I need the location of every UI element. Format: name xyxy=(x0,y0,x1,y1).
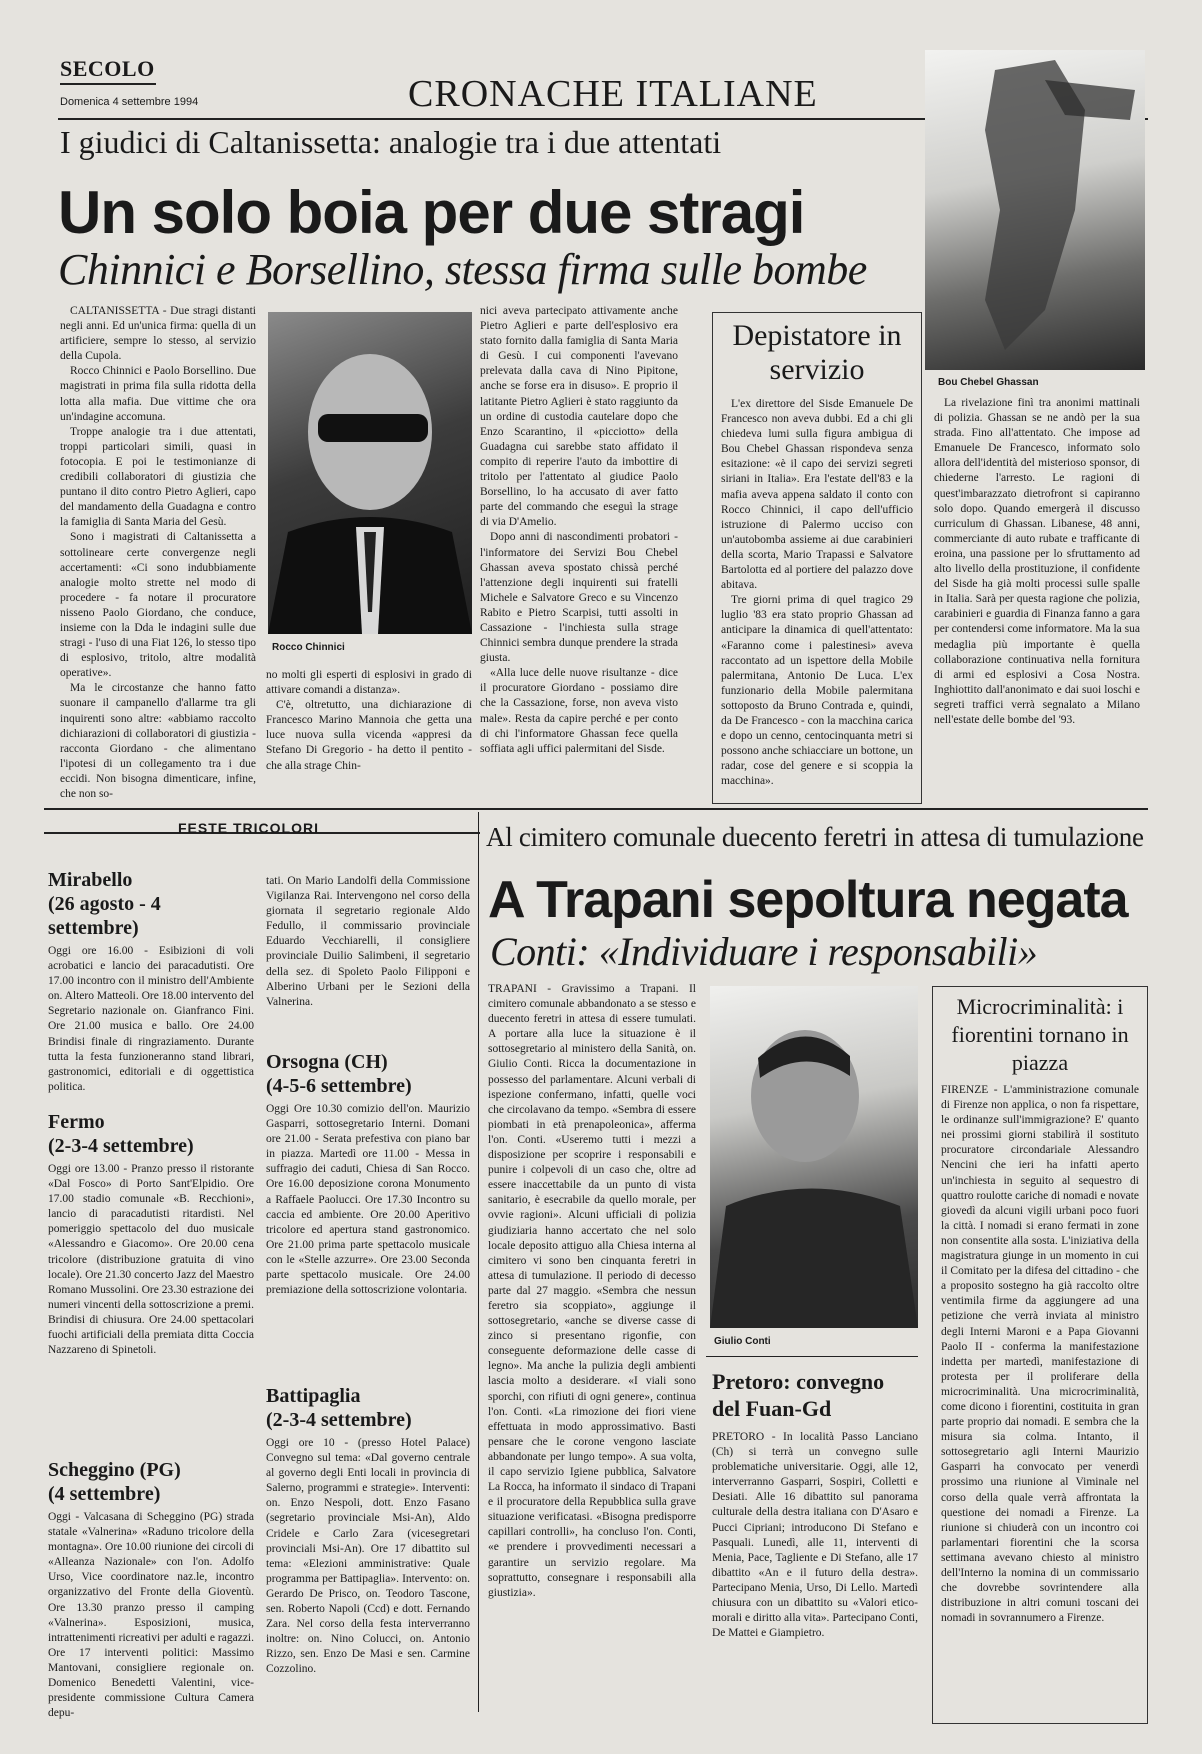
chinnici-photo xyxy=(268,312,472,634)
lead-column-2 xyxy=(266,668,472,800)
depistatore-paragraph: L'ex direttore del Sisde Emanuele De Francesco non aveva dubbi. Ed a chi gli chiedeva lumi sulla figura ambigua di Bou Chebel Ghassan rispondeva senza esitazione: «è il capo dei servizi segreti siriani in Italia». Era l'estate dell'83 e la mafia aveva appena saldato il conto con Rocco Chinnici, il capo dell'ufficio istruzione di Palermo ucciso con un'autobomba assieme ai due carabinieri della scorta, Mario Trapassi e Salvatore Bartolotta ed al portiere del palazzo dove abitava. xyxy=(721,398,913,592)
section-title: CRONACHE ITALIANE xyxy=(408,73,818,115)
lead-paragraph: Troppe analogie tra i due attentati, troppi particolari simili, quasi in fotocopia. E poi le testimonianze di credibili collaboratori di giustizia che puntano il dito contro Pietro Aglieri, capo del mandamento della Guadagna e contro la famiglia di Santa Maria del Gesù. xyxy=(60,425,256,529)
lead-paragraph: no molti gli esperti di esplosivi in grado di attivare comandi a distanza». xyxy=(266,669,472,697)
chinnici-portrait-illustration xyxy=(268,312,472,634)
trapani-subhead: Conti: «Individuare i responsabili» xyxy=(490,929,1038,974)
feste-column-1 xyxy=(48,868,254,1728)
trapani-kicker: Al cimitero comunale duecento feretri in attesa di tumulazione xyxy=(486,822,1144,852)
event-text xyxy=(48,1510,254,1728)
microcriminalita-box xyxy=(932,986,1148,1724)
event-place: Orsogna (CH) xyxy=(266,1051,388,1073)
pretoro-headline: Pretoro: convegno del Fuan-Gd xyxy=(712,1369,885,1421)
ghassan-figure-illustration xyxy=(925,50,1145,370)
lead-paragraph: CALTANISSETTA - Due stragi distanti negli anni. Ed un'unica firma: quella di un artificiere, sempre lo stesso, al servizio della Cupola. xyxy=(60,305,256,363)
depistatore-title: Depistatore in servizio xyxy=(732,319,902,386)
microcriminalita-paragraph: FIRENZE - L'amministrazione comunale di Firenze non applica, o non fa rispettare, le ordinanze sull'immigrazione? E' quanto nei prossimi giorni stabilirà il sostituto procuratore circondariale Alessandro Nencini che ieri ha infatti aperto un'inchiesta in seguito al sequestro di quattro roulotte cariche di nomadi e novate giovedì da alcuni vigili urbani poco fuori la città. I nomadi si erano fermati in zone non consentite alla sosta. L'iniziativa della magistratura giunge in un momento in cui il Comitato per la difesa del cittadino - che a proposito sostegno ha già raccolto oltre ventimila firme da aggiungere ad una petizione che verrà inviata al ministro degli Interni Maroni e a Papa Giovanni Paolo II - conferma la manifestazione indetta per martedì, manifestazione di protesta per il proliferare della microcriminalità. Una microcriminalità, come dicono i fiorentini, costituita in gran parte proprio dai nomadi. E sembra che la misura sia colma. Intanto, il sottosegretario agli Interni Maurizio Gasparri ha convocato per venerdì prossimo una riunione al Viminale nel corso della quale verrà affrontata la questione dei nomadi a Firenze. La riunione si chiuderà con un incontro coi parlamentari fiorentini che la scorsa settimana avevano chiesto al ministro dell'Interno la nomina di un commissario che dovrebbe sovrintendere alla distribuzione in altri comuni toscani dei nomadi in sovrannumero a Firenze. xyxy=(941,1084,1139,1625)
event-text xyxy=(266,1436,470,1724)
pretoro-text xyxy=(712,1430,918,1720)
event-text xyxy=(48,944,254,1102)
column-divider xyxy=(478,812,479,1712)
event-place: Battipaglia xyxy=(266,1385,361,1407)
lead-column-3 xyxy=(480,304,678,800)
event-dates: (2-3-4 settembre) xyxy=(266,1409,412,1431)
event-text xyxy=(266,1102,470,1374)
event-dates: (4 settembre) xyxy=(48,1483,161,1505)
event-place: Fermo xyxy=(48,1111,105,1133)
lead-paragraph: Sono i magistrati di Caltanissetta a sottolineare certe convergenze negli accertamenti: «Ci sono indubbiamente analogie molto strette nel modo di procedere - fa notare il procuratore nisseno Paolo Giordano, che conduce, insieme con la Dda le indagini sulle due stragi - l'uso di una Fiat 126, lo stesso tipo di esplosivo, tritolo, altre modalità operative». xyxy=(60,531,256,680)
depistatore-paragraph: La rivelazione finì tra anonimi mattinali di polizia. Ghassan se ne andò per la sua strada. Fino all'attentato. Che impose ad Emanuele De Francesco, informato solo allora dell'identità del misterioso sponsor, di chiederne l'arresto. Le ragioni di quest'imbarazzato dietrofront si capiranno solo dopo. Quando emergerà il discusso curriculum di Ghassan. Libanese, 48 anni, commerciante di auto rubate e trafficante di eroina, una passione per lo sfruttamento ad alto livello della prostituzione, il confidente del Sisde ha già molti processi sulle spalle in Italia. Sarà per questa ragione che polizia, carabinieri e guardia di Finanza fanno a gara per contendersi come informatore. Ma la sua medaglia più importante è quella collaborazione continuativa nella fornitura di armi ed esplosivi a Cosa Nostra. Inghiottito dall'anonimato e dai suoi loschi e segreti traffici verrà segnalato a Milano nell'estate delle bombe del '93. xyxy=(934,397,1140,726)
event-paragraph: Oggi ore 10 - (presso Hotel Palace) Convegno sul tema: «Dal governo centrale al governo degli Enti locali in provincia di Salerno, programmi e strategie». Interventi: on. Enzo Nespoli, dott. Enzo Fasano (segretario provinciale Msi-An), Aldo Cridele e Carlo Zara (vicesegretari provinciali Msi-An). Ore 17 dibattito sul tema: «Elezioni amministrative: Quale programma per Battipaglia». Intervento: on. Gerardo De Prisco, on. Teodoro Tascone, sen. Roberto Napoli (Ccd) e dott. Fernando Zara. Nel corso della festa interverranno inoltre: on. Nino Colucci, on. Antonio Rizzo, sen. Enzo De Masi e sen. Carmine Cozzolino. xyxy=(266,1437,470,1676)
depistatore-paragraph: Tre giorni prima di quel tragico 29 luglio '83 era stato proprio Ghassan ad anticipare la dinamica di quell'attentato: «Faranno come i palestinesi» aveva raccontato ad un ispettore della Mobile palermitana, Antonio De Luca. L'ex funzionario della Mobile palermitana sottoposto da Bruno Contrada e, quindi, da De Francesco - con la macchina carica e dopo un cenno, centocinquanta metri si possono anche schiacciare un bottone, un radar, cose del genere e si scoppia la macchina». xyxy=(721,594,913,787)
trapani-text xyxy=(488,982,696,1732)
chinnici-caption: Rocco Chinnici xyxy=(272,642,345,653)
event-paragraph: Oggi ore 13.00 - Pranzo presso il ristorante «Dal Fosco» di Porto Sant'Elpidio. Ore 17.00 stadio comunale «B. Recchioni», lancio di paracadutisti ritardisti. Nel pomeriggio spettacolo del duo musicale «Alessandro e Giacomo». Ore 20.00 cena tricolore (distribuzione gratuita di vino locale). Ore 21.30 concerto Jazz del Maestro Romano Mussolini. Ore 23.30 estrazione dei numeri vincenti della sottoscrizione a premi. Brindisi di chiusura. Ore 24.00 spettacolari fuochi artificiali della premiata ditta Coccia Nazzareno di Spinetoli. xyxy=(48,1163,254,1357)
depistatore-box xyxy=(712,312,922,804)
microcriminalita-text xyxy=(941,1083,1139,1713)
trapani-paragraph: TRAPANI - Gravissimo a Trapani. Il cimitero comunale abbandonato a se stesso e duecento feretri in attesa di essere tumulati. A portare alla luce la situazione è il sottosegretario al ministero della Sanità, on. Giulio Conti. Ricca la documentazione in possesso del parlamentare. Alcuni verbali di ispezione confermano, infatti, quelle voci che circolavano da tempo. «Sembra di essere piombati in età prenapoleonica», afferma l'on. Conti. «Useremo tutti i mezzi a disposizione per scoprire i responsabili e punire i colpevoli di un caso che, oltre ad essere inaccettabile da un punto di vista sanitario, è esecrabile da quello morale, per ovvie ragioni». Alcuni ufficiali di polizia giudiziaria hanno accertato che nel solo locale deposito attiguo alla Chiesa interna al cimitero vi sono ben cinquanta feretri in attesa di tumulazione. Il periodo di decesso parte dal 27 maggio. «Sembra che nessun feretro sia scoppiato», aggiunge il sottosegretario, «anche se diverse casse di zinco si presentano rigonfie, con conseguente deformazione delle casse di legno». Ma anche la pulizia degli ambienti lascia molto a desiderare. «I viali sono sporchi, con rifiuti di ogni genere», continua l'on. Conti. «La rimozione dei fiori viene effettuata in modo approssimativo. Basti pensare che le corone vengono lasciate abbandonate per lungo tempo». A sua volta, il capo servizio Igiene pubblica, Salvatore La Rocca, ha informato il sindaco di Trapani e il procuratore della Repubblica sulla grave situazione verificatasi. «Bisogna predisporre capillari controlli», ha concluso l'on. Conti, «e prendere i provvedimenti necessari a garantire un servizio regolare. Ma soprattutto, consegnare i responsabili alla giustizia». xyxy=(488,983,696,1599)
event-paragraph: Oggi ore 16.00 - Esibizioni di voli acrobatici e lancio dei paracadutisti. Ore 17.00 incontro con il ministro dell'Ambiente on. Altero Matteoli. Ore 18.00 intervento del Segretario nazionale on. Gianfranco Fini. Ore 21.00 musica e ballo. Ore 24.00 Brindisi finale di ringraziamento. Durante tutta la festa funzioneranno stand librari, gastronomici, editoriali e di oggettistica politica. xyxy=(48,945,254,1093)
event-place: Mirabello xyxy=(48,869,133,891)
section-divider xyxy=(44,808,1148,810)
event-dates: (26 agosto - 4 settembre) xyxy=(48,893,161,939)
ghassan-caption: Bou Chebel Ghassan xyxy=(938,377,1039,388)
event-text xyxy=(48,1162,254,1448)
event-dates: (2-3-4 settembre) xyxy=(48,1135,194,1157)
conti-portrait-illustration xyxy=(710,986,918,1328)
conti-photo xyxy=(710,986,918,1328)
pretoro-rule xyxy=(706,1356,918,1357)
lead-headline: Un solo boia per due stragi xyxy=(58,179,805,246)
event-paragraph: Oggi Ore 10.30 comizio dell'on. Maurizio Gasparri, sottosegretario Interni. Domani ore 21.00 - Serata prefestiva con piano bar in piazza. Martedì ore 11.00 - Messa in suffragio dei caduti, Chiesa di San Rocco. Ore 16.00 deposizione corona Monumento a Raffaele Paolucci. Ore 17.30 Incontro su caccia ed ambiente. Ore 20.00 Aperitivo tricolore ed apertura stand gastronomico. Ore 21.00 prima parte spettacolo musicale con le «Stelle azzurre». Ore 23.00 Seconda parte spettacolo musicale. Ore 24.00 premiazione della sottoscrizione volontaria. xyxy=(266,1103,470,1297)
event-paragraph: tati. On Mario Landolfi della Commissione Vigilanza Rai. Intervengono nel corso della giornata il segretario regionale Aldo Fedullo, il commissario provinciale Eduardo Vecchiarelli, il consigliere provinciale Duilio Salimbeni, il segretario della sez. di Spoleto Paolo Filipponi e Alberino Urbani per le Sezioni della Valnerina. xyxy=(266,875,470,1008)
lead-paragraph: C'è, oltretutto, una dichiarazione di Francesco Marino Mannoia che getta una luce nuova sulla vicenda «appresi da Stefano Di Gregorio - ha detto il pentito - che alla strage Chin- xyxy=(266,699,472,772)
conti-caption: Giulio Conti xyxy=(714,1336,771,1347)
lead-paragraph: Ma le circostanze che hanno fatto suonare il campanello d'allarme tra gli inquirenti sono altre: «abbiamo raccolto dichiarazioni di collaboratori di giustizia - racconta Giordano - che alimentano l'ipotesi di un collegamento tra i due eccidi. Non bisogna dimenticare, infine, che non so- xyxy=(60,682,256,800)
event-text xyxy=(266,874,470,1040)
pretoro-paragraph: PRETORO - In località Passo Lanciano (Ch) si terrà un convegno sulle problematiche universitarie. Oggi, alle 12, interverranno Gasparri, Sospiri, Colletti e Desiati. Alle 16 dibattito sul panorama culturale della destra italiana con D'Asaro e Pucci Cipriani; introducono Di Stefano e Pasquali. Lunedì, alle 11, interventi di Menia, Pace, Tagliente e Di Stefano, alle 17 dibattito «An e il futuro della destra». Partecipano Menia, Urso, Di Lello. Martedì chiusura con un dibattito su «Valori etico-morali e diritto alla vita». Partecipano Conti, De Mattei e Giampietro. xyxy=(712,1431,918,1640)
lead-paragraph: «Alla luce delle nuove risultanze - dice il procuratore Giordano - possiamo dire che la Cassazione, forse, non aveva visto male». Resta da capire perché e per conto di chi l'informatore Ghassan fece quella soffiata agli uffici palermitani del Sisde. xyxy=(480,667,678,755)
event-dates: (4-5-6 settembre) xyxy=(266,1075,412,1097)
event-place: Scheggino (PG) xyxy=(48,1459,181,1481)
microcriminalita-headline: Microcriminalità: i fiorentini tornano in piazza xyxy=(951,994,1129,1075)
depistatore-text xyxy=(721,397,913,787)
feste-section-title: FESTE TRICOLORI xyxy=(178,820,319,836)
lead-subhead: Chinnici e Borsellino, stessa firma sulle bombe xyxy=(58,245,867,294)
masthead-logo: SECOLO xyxy=(60,56,156,85)
depistatore-column-2 xyxy=(934,396,1140,800)
lead-paragraph: Dopo anni di nascondimenti probatori - l'informatore dei Servizi Bou Chebel Ghassan aveva spostato chissà perché l'attenzione degli inquirenti sui fratelli Michele e Salvatore Greco e su Vincenzo Rabito e Pietro Scarpisi, tutti assolti in Cassazione - l'inchiesta sulla strage Chinnici sembra dunque prendere la strada giusta. xyxy=(480,531,678,665)
ghassan-photo xyxy=(925,50,1145,370)
lead-kicker: I giudici di Caltanissetta: analogie tra i due attentati xyxy=(60,124,722,160)
lead-paragraph: Rocco Chinnici e Paolo Borsellino. Due magistrati in prima fila sulla ridotta della lotta alla mafia. Due vittime che ora un'indagine accomuna. xyxy=(60,365,256,423)
masthead-date: Domenica 4 settembre 1994 xyxy=(60,96,199,108)
trapani-headline: A Trapani sepoltura negata xyxy=(488,871,1128,929)
lead-column-1 xyxy=(60,304,256,800)
event-paragraph: Oggi - Valcasana di Scheggino (PG) strada statale «Valnerina» «Raduno tricolore della montagna». Ore 10.00 riunione dei circoli di «Alleanza Nazionale» con l'on. Adolfo Urso, Vice coordinatore naz.le, incontro organizzativo del Fronte della Gioventù. Ore 13.30 pranzo presso il camping «Valnerina». Esposizioni, musica, intrattenimenti ricreativi per adulti e ragazzi. Ore 17 interventi politici: Massimo Mantovani, consigliere regionale on. Domenico Benedetti Valentini, vice-presidente commissione Cultura Camera depu- xyxy=(48,1511,254,1720)
feste-column-2 xyxy=(266,874,470,1724)
lead-paragraph: nici aveva partecipato attivamente anche Pietro Aglieri e parte dell'esplosivo era stato fornito dalla famiglia di Santa Maria di Gesù. I cui componenti l'avevano prelevata dalla cava di Nino Pipitone, anche se forse era in disuso». E proprio il latitante Pietro Aglieri è stato raggiunto da un ordine di custodia cautelare dopo che Enzo Scarantino, il «picciotto» della Guadagna cui sarebbe stato affidato il compito di reperire l'auto da imbottire di tritolo per l'attentato al giudice Paolo Borsellino, lo ha accusato di aver fatto parte del commando che eseguì la strage di via D'Amelio. xyxy=(480,305,678,529)
